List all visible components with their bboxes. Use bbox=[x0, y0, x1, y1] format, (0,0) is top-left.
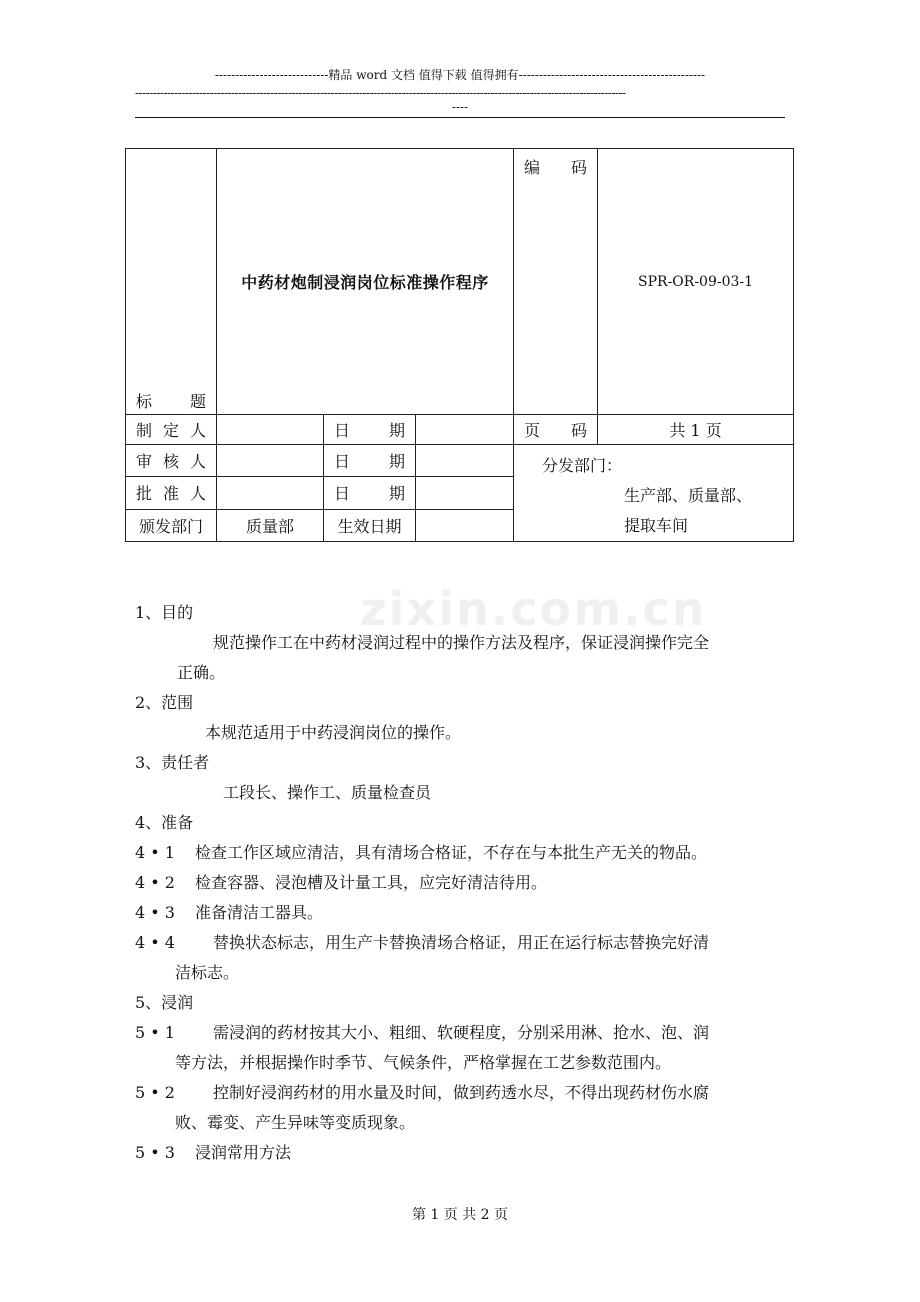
item-continuation: 败、霉变、产生异味等变质现象。 bbox=[175, 1113, 416, 1132]
drafter-date-value bbox=[416, 415, 514, 445]
list-item bbox=[135, 898, 795, 928]
paragraph: 正确。 bbox=[177, 663, 226, 682]
item-text: 控制好浸润药材的用水量及时间，做到药透水尽，不得出现药材伤水腐 bbox=[213, 1083, 710, 1102]
effective-date-label: 生效日期 bbox=[324, 509, 416, 541]
approver-label-char: 人 bbox=[189, 484, 206, 504]
item-number: 5 • 1 bbox=[135, 1023, 175, 1042]
reviewer-date-label-cell bbox=[324, 445, 416, 477]
page-label-char: 页 bbox=[524, 421, 541, 440]
paragraph: 工段长、操作工、质量检查员 bbox=[223, 783, 432, 802]
reviewer-label-char: 人 bbox=[189, 452, 206, 472]
date-label-char: 期 bbox=[388, 421, 405, 440]
header-rule bbox=[135, 117, 785, 118]
distribution-label: 分发部门： bbox=[542, 456, 623, 475]
document-title: 中药材炮制浸润岗位标准操作程序 bbox=[217, 149, 514, 415]
list-item bbox=[135, 838, 795, 868]
paragraph: 规范操作工在中药材浸润过程中的操作方法及程序，保证浸润操作完全 bbox=[213, 633, 710, 652]
page-label-char: 码 bbox=[571, 421, 588, 440]
approver-value bbox=[217, 477, 324, 509]
document-body bbox=[135, 598, 795, 1168]
date-label-char: 期 bbox=[388, 452, 405, 472]
item-number: 5 • 3 bbox=[135, 1143, 175, 1162]
effective-date-value bbox=[416, 509, 514, 541]
code-value: SPR-OR-09-03-1 bbox=[598, 149, 794, 415]
drafter-date-label-cell bbox=[324, 415, 416, 445]
reviewer-date-value bbox=[416, 445, 514, 477]
item-number: 4 • 3 bbox=[135, 903, 175, 922]
approver-date-label-cell bbox=[324, 477, 416, 509]
section-heading: 3、责任者 bbox=[135, 753, 210, 772]
item-continuation: 洁标志。 bbox=[175, 963, 240, 982]
date-label-char: 日 bbox=[334, 452, 351, 472]
approver-label-char: 批 bbox=[136, 484, 153, 504]
drafter-label-cell bbox=[126, 415, 217, 445]
list-item bbox=[135, 1078, 795, 1108]
drafter-label-char: 定 bbox=[162, 421, 179, 440]
title-label-cell bbox=[126, 149, 217, 415]
code-label-char: 编 bbox=[524, 158, 541, 177]
list-item bbox=[135, 928, 795, 958]
approver-label-cell bbox=[126, 477, 217, 509]
item-number: 4 • 2 bbox=[135, 873, 175, 892]
drafter-label-char: 制 bbox=[136, 421, 153, 440]
page-footer: 第 1 页 共 2 页 bbox=[411, 1207, 509, 1223]
paragraph: 本规范适用于中药浸润岗位的操作。 bbox=[205, 723, 462, 742]
date-label-char: 期 bbox=[388, 484, 405, 504]
item-text: 准备清洁工器具。 bbox=[195, 903, 324, 922]
header-line-3: ---- bbox=[451, 100, 469, 114]
document-info-table bbox=[125, 148, 794, 542]
page-label-cell bbox=[514, 415, 598, 445]
section-heading: 1、目的 bbox=[135, 603, 194, 622]
approver-label-char: 准 bbox=[162, 484, 179, 504]
issuer-value: 质量部 bbox=[217, 509, 324, 541]
item-number: 4 • 1 bbox=[135, 843, 175, 862]
list-item bbox=[135, 1138, 795, 1168]
item-number: 4 • 4 bbox=[135, 933, 175, 952]
watermark: zixin.com.cn bbox=[360, 582, 707, 636]
section-heading: 4、准备 bbox=[135, 813, 194, 832]
approver-date-value bbox=[416, 477, 514, 509]
item-text: 替换状态标志，用生产卡替换清场合格证，用正在运行标志替换完好清 bbox=[213, 933, 710, 952]
section-heading: 5、浸润 bbox=[135, 993, 194, 1012]
list-item bbox=[135, 868, 795, 898]
date-label-char: 日 bbox=[334, 421, 351, 440]
list-item bbox=[135, 1018, 795, 1048]
header-line-2: ------------------------------------------------------------------------------------------------------------------------------------------ bbox=[135, 86, 626, 100]
reviewer-label-char: 核 bbox=[162, 452, 179, 472]
reviewer-label-char: 审 bbox=[136, 452, 153, 472]
item-continuation: 等方法，并根据操作时季节、气候条件，严格掌握在工艺参数范围内。 bbox=[175, 1053, 672, 1072]
code-label-char: 码 bbox=[571, 158, 588, 177]
item-text: 需浸润的药材按其大小、粗细、软硬程度，分别采用淋、抢水、泡、润 bbox=[213, 1023, 710, 1042]
distribution-cell bbox=[514, 445, 794, 542]
section-heading: 2、范围 bbox=[135, 693, 194, 712]
reviewer-value bbox=[217, 445, 324, 477]
issuer-label: 颁发部门 bbox=[126, 509, 217, 541]
header-line-1: ----------------------------精品 word 文档 值得下载 值得拥有---------------------------------------------- bbox=[214, 68, 706, 82]
drafter-label-char: 人 bbox=[189, 421, 206, 440]
distribution-depts-line2: 提取车间 bbox=[624, 516, 689, 535]
distribution-depts-line1: 生产部、质量部、 bbox=[624, 486, 753, 505]
item-text: 浸润常用方法 bbox=[195, 1143, 292, 1162]
item-number: 5 • 2 bbox=[135, 1083, 175, 1102]
title-label-char: 题 bbox=[189, 392, 206, 411]
page-value: 共 1 页 bbox=[598, 415, 794, 445]
drafter-value bbox=[217, 415, 324, 445]
title-label-char: 标 bbox=[136, 392, 153, 411]
item-text: 检查容器、浸泡槽及计量工具，应完好清洁待用。 bbox=[195, 873, 548, 892]
code-label-cell bbox=[514, 149, 598, 415]
date-label-char: 日 bbox=[334, 484, 351, 504]
reviewer-label-cell bbox=[126, 445, 217, 477]
item-text: 检查工作区域应清洁，具有清场合格证，不存在与本批生产无关的物品。 bbox=[195, 843, 708, 862]
